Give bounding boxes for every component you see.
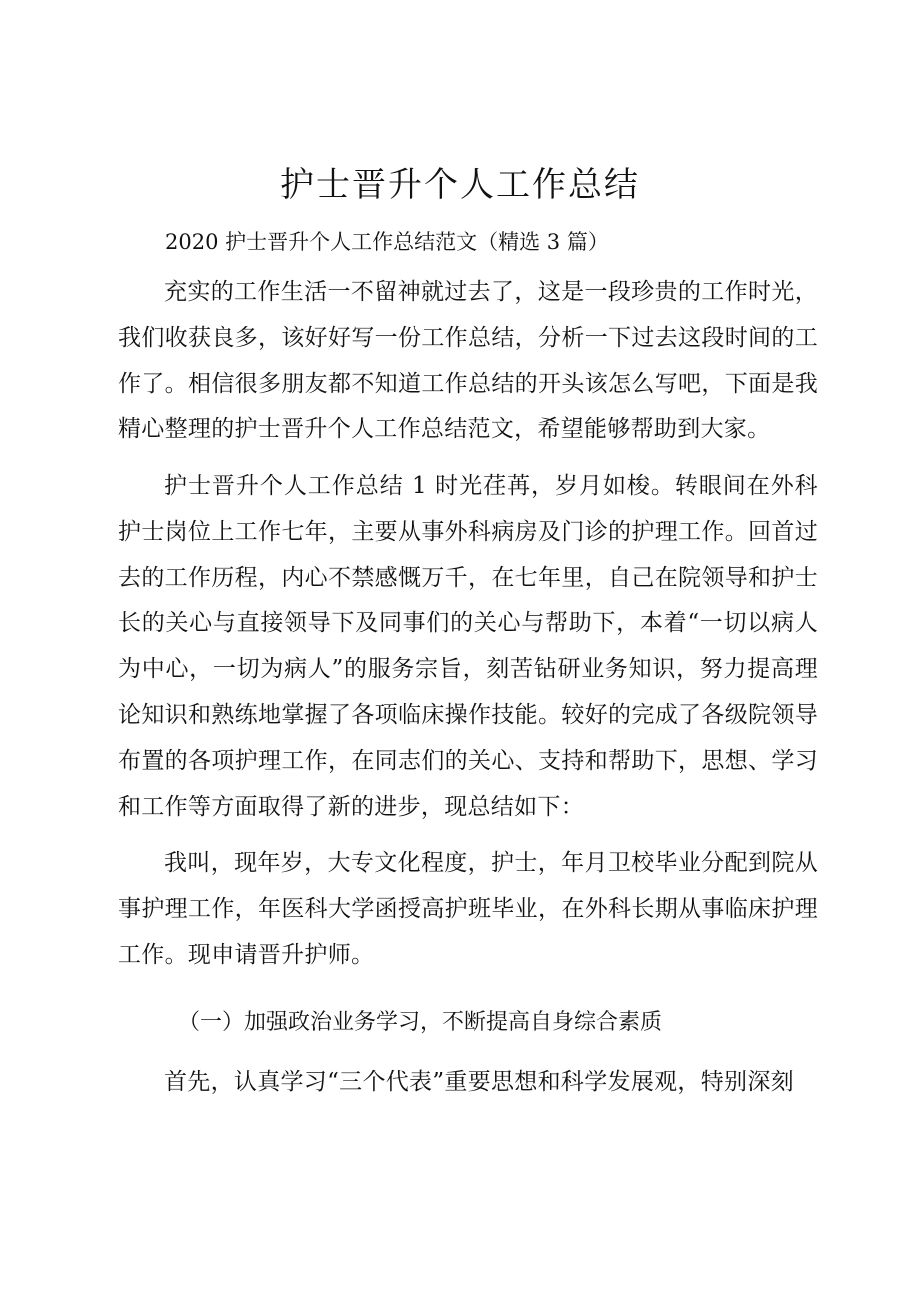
document-title: 护士晋升个人工作总结 (280, 165, 640, 205)
paragraph-section-start: 首先，认真学习“三个代表”重要思想和科学发展观，特别深刻 (164, 1069, 794, 1095)
paragraph-personal-info: 我叫，现年岁，大专文化程度，护士，年月卫校毕业分配到院从事护理工作，年医科大学函授高护班毕业，在外科长期从事临床护理工作。现申请晋升护师。 (118, 850, 818, 968)
paragraph-intro: 充实的工作生活一不留神就过去了，这是一段珍贵的工作时光，我们收获良多，该好好写一份工作总结，分析一下过去这段时间的工作了。相信很多朋友都不知道工作总结的开头该怎么写吧，下面是我精心整理的护士晋升个人工作总结范文，希望能够帮助到大家。 (118, 279, 818, 443)
paragraph-summary-1: 护士晋升个人工作总结 1 时光荏苒，岁月如梭。转眼间在外科护士岗位上工作七年，主要从事外科病房及门诊的护理工作。回首过去的工作历程，内心不禁感慨万千，在七年里，自己在院领导和护士长的关心与直接领导下及同事们的关心与帮助下，本着“一切以病人为中心，一切为病人”的服务宗旨，刻苦钻研业务知识，努力提高理论知识和熟练地掌握了各项临床操作技能。较好的完成了各级院领导布置的各项护理工作，在同志们的关心、支持和帮助下，思想、学习和工作等方面取得了新的进步，现总结如下： (118, 473, 818, 820)
document-subtitle: 2020 护士晋升个人工作总结范文（精选 3 篇） (165, 230, 609, 254)
section-heading: （一）加强政治业务学习，不断提高自身综合素质 (178, 1010, 663, 1035)
